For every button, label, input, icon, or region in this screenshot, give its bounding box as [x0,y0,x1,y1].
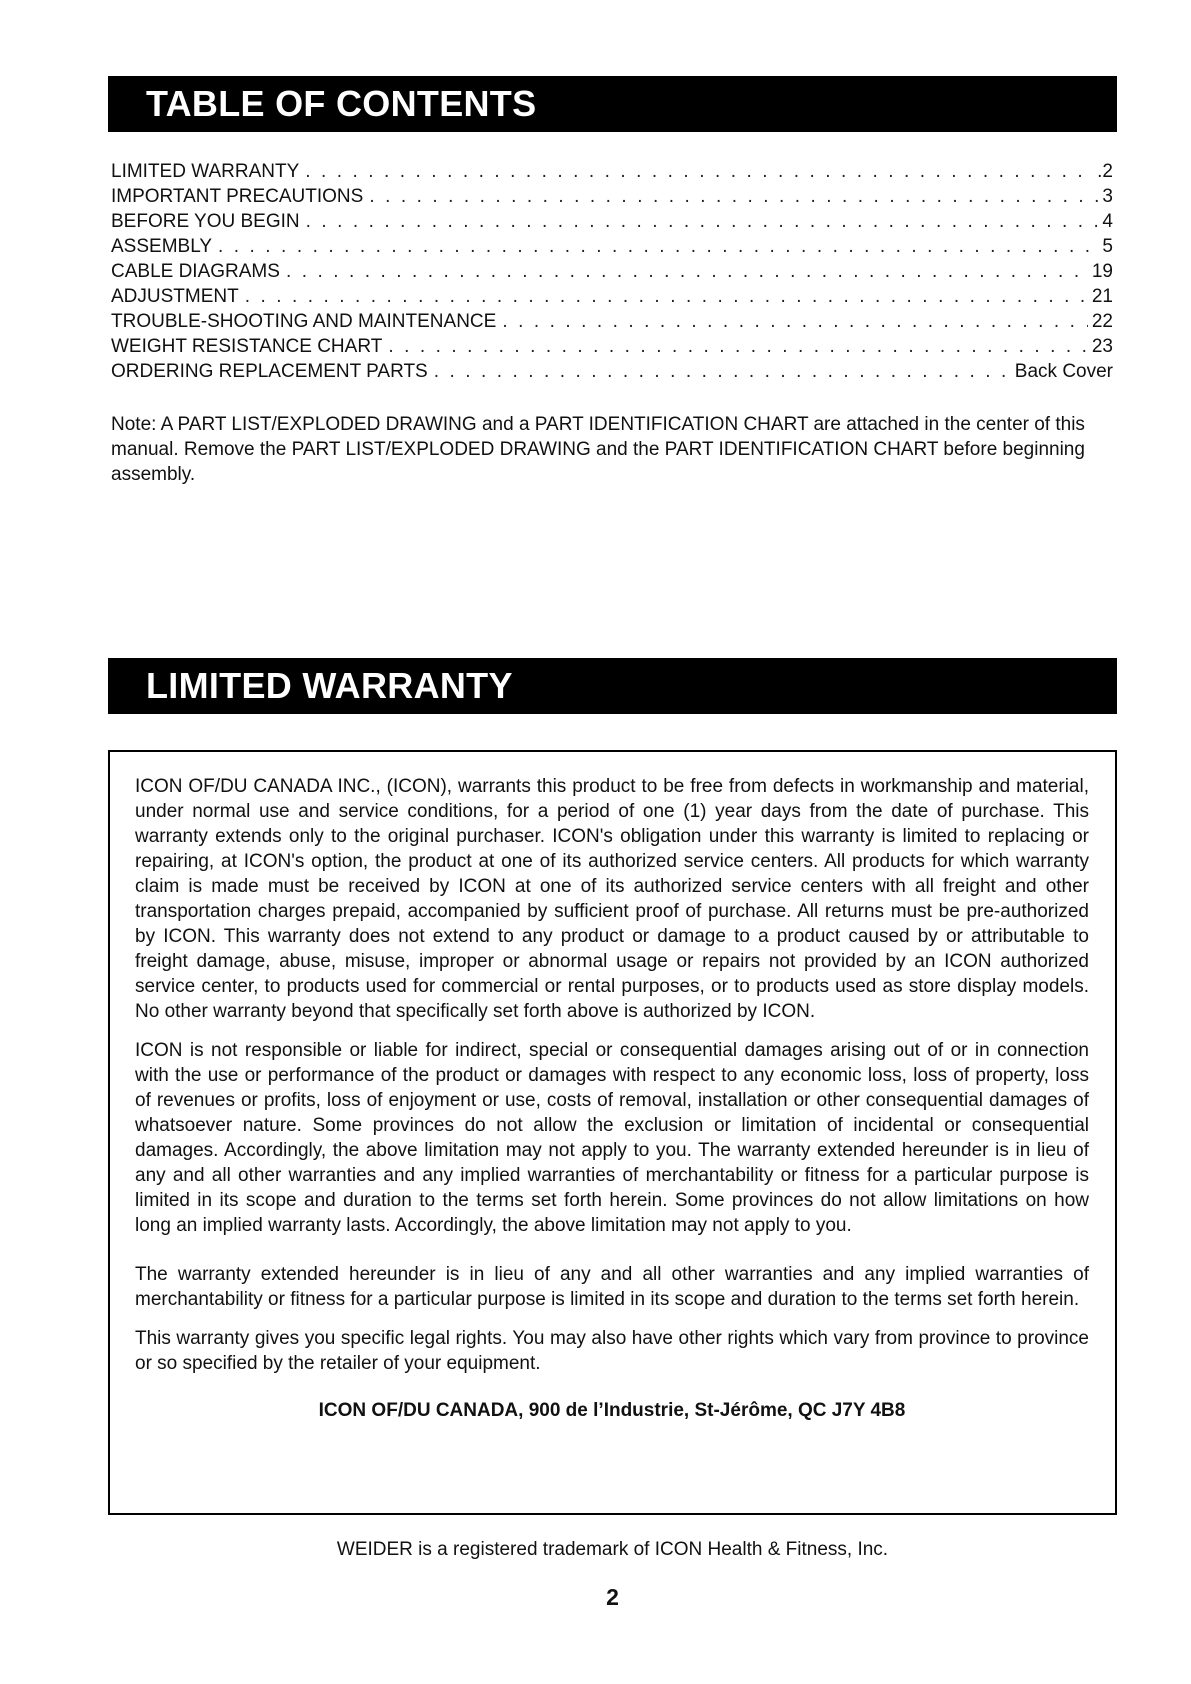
toc-entry-page: Back Cover [1014,361,1113,382]
company-address: ICON OF/DU CANADA, 900 de l’Industrie, St-Jérôme, QC J7Y 4B8 [318,1400,906,1421]
warranty-paragraph: The warranty extended hereunder is in lieu of any and all other warranties and any implied warranties of merchantability or fitness for a particular purpose is limited in its scope and duration to the terms set forth herein. [135,1264,1089,1310]
toc-list [111,159,1113,384]
warranty-heading: LIMITED WARRANTY [108,658,1117,714]
toc-entry[interactable] [111,159,1113,184]
toc-entry-label: WEIGHT RESISTANCE CHART [111,336,383,357]
dot-leader [286,259,1088,284]
toc-entry-page: 3 [1102,186,1113,207]
warranty-paragraph: ICON OF/DU CANADA INC., (ICON), warrants this product to be free from defects in workmanship and material, under normal use and service conditions, for a period of one (1) year days from the date of purchase. This warranty extends only to the original purchaser. ICON's obligation under this warranty is limited to replacing or repairing, at ICON's option, the product at one of its authorized service centers. All products for which warranty claim is made must be received by ICON at one of its authorized service centers with all freight and other transportation charges prepaid, accompanied by sufficient proof of purchase. All returns must be pre-authorized by ICON. This warranty does not extend to any product or damage to a product caused by or attributable to freight damage, abuse, misuse, improper or abnormal usage or repairs not provided by an ICON authorized service center, to products used for commercial or rental purposes, or to products used as store display models. No other warranty beyond that specifically set forth above is authorized by ICON. [135,776,1089,1022]
toc-entry[interactable] [111,284,1113,309]
toc-entry[interactable] [111,309,1113,334]
dot-leader [305,159,1093,184]
dot-leader [218,234,1098,259]
dot-leader [388,334,1088,359]
toc-entry-page: 21 [1091,286,1113,307]
toc-entry[interactable] [111,334,1113,359]
toc-entry[interactable] [111,184,1113,209]
toc-entry-label: IMPORTANT PRECAUTIONS [111,186,364,207]
dot-leader [369,184,1098,209]
toc-entry-label: CABLE DIAGRAMS [111,261,280,282]
toc-entry[interactable] [111,259,1113,284]
toc-entry-page: 23 [1091,336,1113,357]
toc-entry-page: .2 [1097,161,1113,182]
warranty-paragraph: This warranty gives you specific legal rights. You may also have other rights which vary from province to province or so specified by the retailer of your equipment. [135,1328,1089,1374]
page-number: 2 [606,1584,619,1610]
toc-entry-label: ADJUSTMENT [111,286,239,307]
warranty-paragraph: ICON is not responsible or liable for indirect, special or consequential damages arising out of or in connection with the use or performance of the product or damages with respect to any economic loss, loss of property, loss of revenues or profits, loss of enjoyment or use, costs of removal, installation or other consequential damages of whatsoever nature. Some provinces do not allow the exclusion or limitation of incidental or consequential damages. Accordingly, the above limitation may not apply to you. The warranty extended hereunder is in lieu of any and all other warranties and any implied warranties of merchantability or fitness for a particular purpose is limited in its scope and duration to the terms set forth herein. Some provinces do not allow limitations on how long an implied warranty lasts. Accordingly, the above limitation may not apply to you. [135,1040,1089,1236]
toc-entry-page: 4 [1102,211,1113,232]
toc-entry-label: TROUBLE-SHOOTING AND MAINTENANCE [111,311,497,332]
toc-entry-label: ORDERING REPLACEMENT PARTS [111,361,428,382]
toc-entry-label: LIMITED WARRANTY [111,161,300,182]
toc-entry-page: 5 [1102,236,1113,257]
warranty-box [108,750,1117,1515]
toc-entry[interactable] [111,359,1113,384]
toc-entry-label: ASSEMBLY [111,236,213,257]
toc-entry-label: BEFORE YOU BEGIN [111,211,300,232]
toc-entry[interactable] [111,209,1113,234]
dot-leader [434,359,1011,384]
dot-leader [306,209,1099,234]
toc-entry-page: 19 [1091,261,1113,282]
toc-heading: TABLE OF CONTENTS [108,76,1117,132]
trademark-notice: WEIDER is a registered trademark of ICON Health & Fitness, Inc. [336,1539,889,1560]
toc-entry-page: 22 [1091,311,1113,332]
dot-leader [502,309,1088,334]
dot-leader [245,284,1088,309]
toc-entry[interactable] [111,234,1113,259]
assembly-note: Note: A PART LIST/EXPLODED DRAWING and a PART IDENTIFICATION CHART are attached in the center of this manual. Remove the PART LIST/EXPLODED DRAWING and the PART IDENTIFICATION CHART before beginning assembly. [111,414,1085,485]
